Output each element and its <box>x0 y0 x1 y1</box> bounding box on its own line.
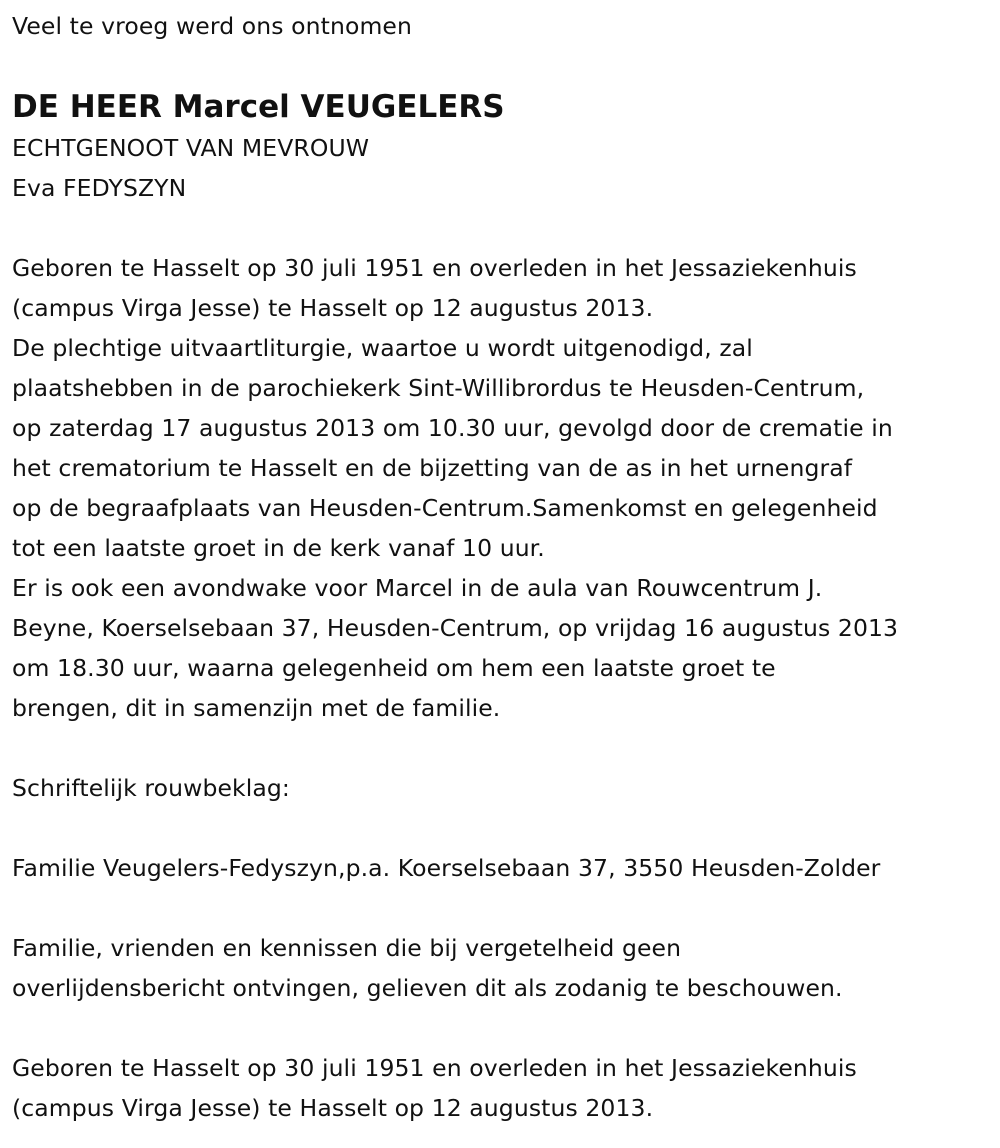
repeat-paragraph <box>12 1048 988 1128</box>
deceased-name: DE HEER Marcel VEUGELERS <box>12 89 505 125</box>
repeat-line: Geboren te Hasselt op 30 juli 1951 en overleden in het Jessaziekenhuis <box>12 1054 857 1082</box>
announcement-line: brengen, dit in samenzijn met de familie. <box>12 694 501 722</box>
announcement-line: op de begraafplaats van Heusden-Centrum.Samenkomst en gelegenheid <box>12 494 878 522</box>
announcement-line: (campus Virga Jesse) te Hasselt op 12 augustus 2013. <box>12 294 654 322</box>
announcement-line: tot een laatste groet in de kerk vanaf 10 uur. <box>12 534 545 562</box>
repeat-line: (campus Virga Jesse) te Hasselt op 12 augustus 2013. <box>12 1094 654 1122</box>
notice-line: Familie, vrienden en kennissen die bij vergetelheid geen <box>12 934 682 962</box>
condolences-label: Schriftelijk rouwbeklag: <box>12 774 290 802</box>
notice-line: overlijdensbericht ontvingen, gelieven dit als zodanig te beschouwen. <box>12 974 843 1002</box>
announcement-paragraph <box>12 248 988 728</box>
spacer <box>12 808 988 848</box>
spouse-label: ECHTGENOOT VAN MEVROUW <box>12 134 370 162</box>
spacer <box>12 888 988 928</box>
announcement-line: plaatshebben in de parochiekerk Sint-Willibrordus te Heusden-Centrum, <box>12 374 865 402</box>
announcement-line: De plechtige uitvaartliturgie, waartoe u wordt uitgenodigd, zal <box>12 334 753 362</box>
family-address: Familie Veugelers-Fedyszyn,p.a. Koerselsebaan 37, 3550 Heusden-Zolder <box>12 854 881 882</box>
spouse-name: Eva FEDYSZYN <box>12 174 187 202</box>
announcement-line: Er is ook een avondwake voor Marcel in de aula van Rouwcentrum J. <box>12 574 823 602</box>
announcement-line: het crematorium te Hasselt en de bijzetting van de as in het urnengraf <box>12 454 853 482</box>
announcement-line: Geboren te Hasselt op 30 juli 1951 en overleden in het Jessaziekenhuis <box>12 254 857 282</box>
announcement-line: Beyne, Koerselsebaan 37, Heusden-Centrum, op vrijdag 16 augustus 2013 <box>12 614 899 642</box>
spacer <box>12 208 988 248</box>
intro-line: Veel te vroeg werd ons ontnomen <box>12 12 412 40</box>
announcement-line: om 18.30 uur, waarna gelegenheid om hem een laatste groet te <box>12 654 776 682</box>
announcement-line: op zaterdag 17 augustus 2013 om 10.30 uur, gevolgd door de crematie in <box>12 414 893 442</box>
spacer <box>12 1008 988 1048</box>
spacer <box>12 728 988 768</box>
notice-paragraph <box>12 928 988 1008</box>
